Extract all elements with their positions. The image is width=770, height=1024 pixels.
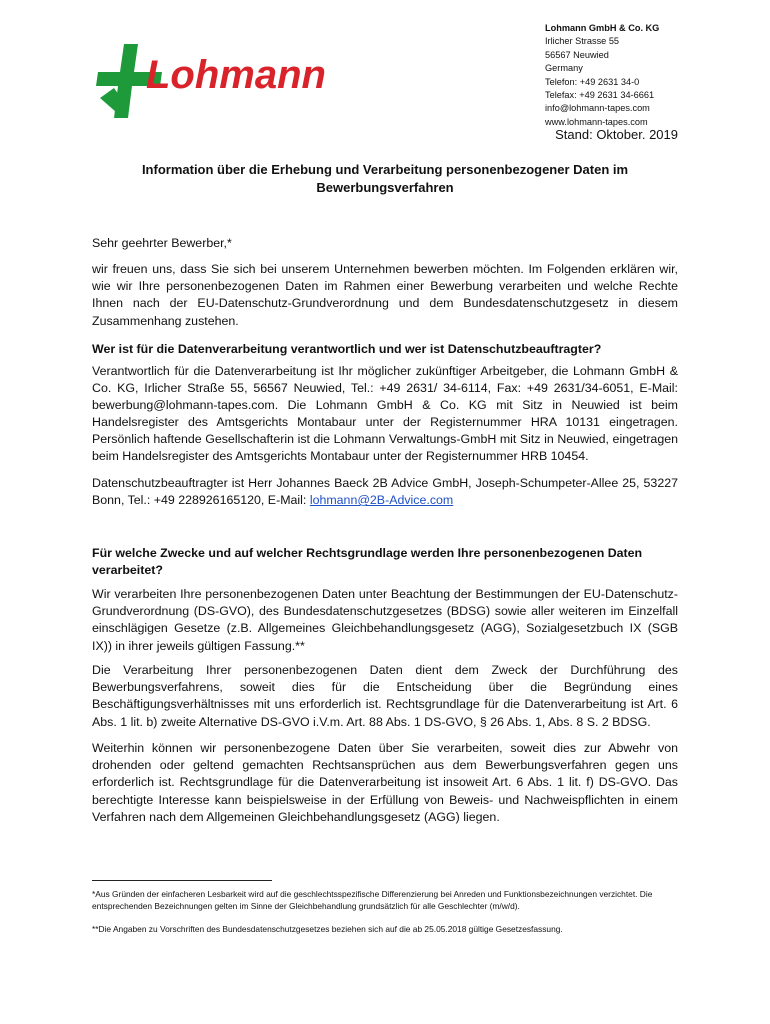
dpo-paragraph (92, 475, 678, 509)
controller-paragraph: Verantwortlich für die Datenverarbeitung ist Ihr möglicher zukünftiger Arbeitgeber, die Lohmann GmbH & Co. KG, Irlicher Straße 55, 56567 Neuwied, Tel.: +49 2631/ 34-6114, Fax: +49 2631/34-6051, E-Mail: bewerbung@lohmann-tapes.com. Die Lohmann GmbH & Co. KG mit Sitz in Neuwied ist beim Handelsregister des Amtsgerichts Montabaur unter der Registernummer HRA 10131 eingetragen. Persönlich haftende Gesellschafterin ist die Lohmann Verwaltungs-GmbH mit Sitz in Neuwied, eingetragen beim Handelsregister des Amtsgerichts Montabaur unter der Registernummer HRB 10454. (92, 364, 678, 463)
intro-paragraph: wir freuen uns, dass Sie sich bei unserem Unternehmen bewerben möchten. Im Folgenden erklären wir, wie wir Ihre personenbezogenen Daten im Rahmen einer Bewerbung verarbeiten und welche Rechte Ihnen nach der EU-Datenschutz-Grundverordnung und dem Bundesdatenschutzgesetz in diesem Zusammenhang zustehen. (92, 262, 678, 328)
document-date: Stand: Oktober. 2019 (555, 127, 678, 142)
website-line: www.lohmann-tapes.com (545, 116, 648, 127)
document-title (92, 161, 678, 197)
phone-line: Telefon: +49 2631 34-0 (545, 76, 640, 87)
address-line: 56567 Neuwied (545, 49, 609, 60)
section-heading: Wer ist für die Datenverarbeitung verantwortlich und wer ist Datenschutzbeauftragter? (92, 342, 602, 356)
dpo-text: Datenschutzbeauftragter ist Herr Johannes Baeck 2B Advice GmbH, Joseph-Schumpeter-Allee 25, 53227 Bonn, Tel.: +49 228926165120, E-Mail: (92, 476, 678, 508)
footnote-2: **Die Angaben zu Vorschriften des Bundesdatenschutzgesetzes beziehen sich auf die ab 25.05.2018 gültige Gesetzesfassung. (92, 924, 563, 934)
footnote-1: *Aus Gründen der einfacheren Lesbarkeit wird auf die geschlechtsspezifische Differenzierung bei Anreden und Funktionsbezeichnungen verzichtet. Die entsprechenden Bezeichnungen gelten im Sinne der Gleichbehandlung grundsätzlich für alle Geschlechter (m/w/d). (92, 889, 653, 911)
salutation: Sehr geehrter Bewerber,* (92, 236, 232, 250)
email-line: info@lohmann-tapes.com (545, 103, 650, 114)
dpo-email-link[interactable]: lohmann@2B-Advice.com (309, 493, 454, 508)
svg-text:Lohmann: Lohmann (146, 53, 326, 97)
legal-basis-paragraph: Wir verarbeiten Ihre personenbezogenen Daten unter Beachtung der Bestimmungen der EU-Datenschutz-Grundverordnung (DS-GVO), des Bundesdatenschutzgesetzes (BDSG) sowie aller weiteren im Einzelfall einschlägigen Gesetze (z.B. Allgemeines Gleichbehandlungsgesetz (AGG), Sozialgesetzbuch IX (SGB IX)) in ihrer jeweils gültigen Fassung.** (92, 587, 678, 653)
title-line: Information über die Erhebung und Verarbeitung personenbezogener Daten im (141, 162, 629, 177)
address-line: Irlicher Strasse 55 (545, 36, 620, 47)
section-heading: Für welche Zwecke und auf welcher Rechtsgrundlage werden Ihre personenbezogenen Daten verarbeitet? (92, 546, 643, 577)
lohmann-logo (94, 42, 350, 120)
company-name: Lohmann GmbH & Co. KG (545, 23, 660, 33)
purpose-paragraph: Die Verarbeitung Ihrer personenbezogenen Daten dient dem Zweck der Durchführung des Bewerbungsverfahrens, soweit dies für die Entscheidung über die Begründung eines Beschäftigungsverhältnisses mit uns erforderlich ist. Rechtsgrundlage für die Datenverarbeitung ist Art. 6 Abs. 1 lit. b) zweite Alternative DS-GVO i.V.m. Art. 88 Abs. 1 DS-GVO, § 26 Abs. 1, Abs. 8 S. 2 BDSG. (92, 663, 678, 729)
footnote-divider (92, 880, 272, 881)
title-line: Bewerbungsverfahren (316, 180, 454, 195)
claims-paragraph: Weiterhin können wir personenbezogene Daten über Sie verarbeiten, soweit dies zur Abwehr von drohenden oder geltend gemachten Rechtsansprüchen aus dem Bewerbungsverfahren gegen uns erforderlich ist. Rechtsgrundlage für die Datenverarbeitung ist insoweit Art. 6 Abs. 1 lit. f) DS-GVO. Das berechtigte Interesse kann beispielsweise in der Erfüllung von Beweis- und Nachweispflichten in einem Verfahren nach dem Allgemeinen Gleichbehandlungsgesetz (AGG) liegen. (92, 741, 678, 824)
company-address-block (545, 22, 659, 129)
fax-line: Telefax: +49 2631 34-6661 (545, 90, 655, 101)
address-line: Germany (545, 63, 583, 74)
